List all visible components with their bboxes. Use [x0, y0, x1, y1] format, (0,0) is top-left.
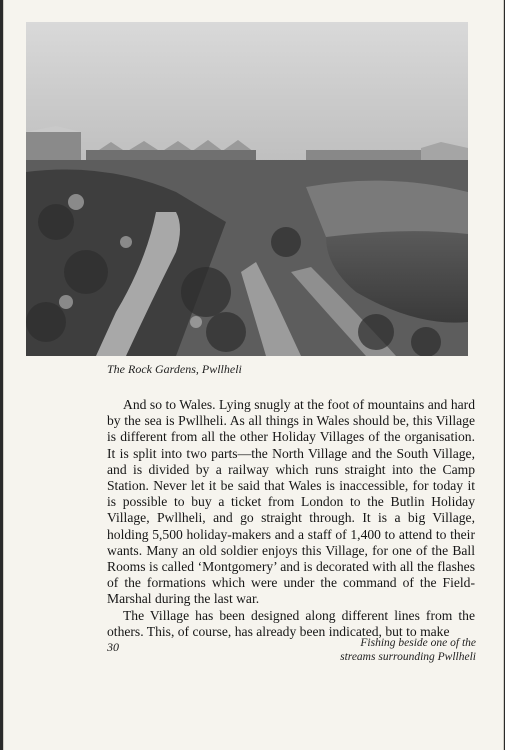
side-caption: [326, 636, 476, 664]
paragraph-1: And so to Wales. Lying snugly at the foot of mountains and hard by the sea is Pwllheli. As all things in Wales should be, this Village is different from all the other Holiday Villages of the organisation. It is split into two parts—the North Village and the South Village, and is divided by a railway which runs straight into the Camp Station. Never let it be said that Wales is inaccessible, for today it is possible to buy a ticket from London to the Butlin Holiday Village, Pwllheli, and go straight through. It is a big Village, holding 5,500 holiday-makers and a staff of 1,400 to attend to their wants. Many an old soldier enjoys this Village, for one of the Ball Rooms is called ‘Montgomery’ and is decorated with all the flashes of the formations which were under the command of the Field-Marshal during the last war.: [107, 397, 475, 607]
side-caption-line-2: streams surrounding Pwllheli: [340, 651, 476, 663]
rock-gardens-photo: [26, 22, 468, 356]
side-caption-line-1: Fishing beside one of the: [360, 637, 476, 649]
body-text: [107, 397, 475, 640]
page-number: 30: [107, 640, 119, 654]
photo-caption: The Rock Gardens, Pwllheli: [107, 362, 242, 376]
paragraph-2: The Village has been designed along different lines from the others. This, of course, has already been indicated, but to make: [107, 607, 475, 639]
book-page: [3, 0, 504, 750]
photo-illustration: [26, 22, 468, 356]
